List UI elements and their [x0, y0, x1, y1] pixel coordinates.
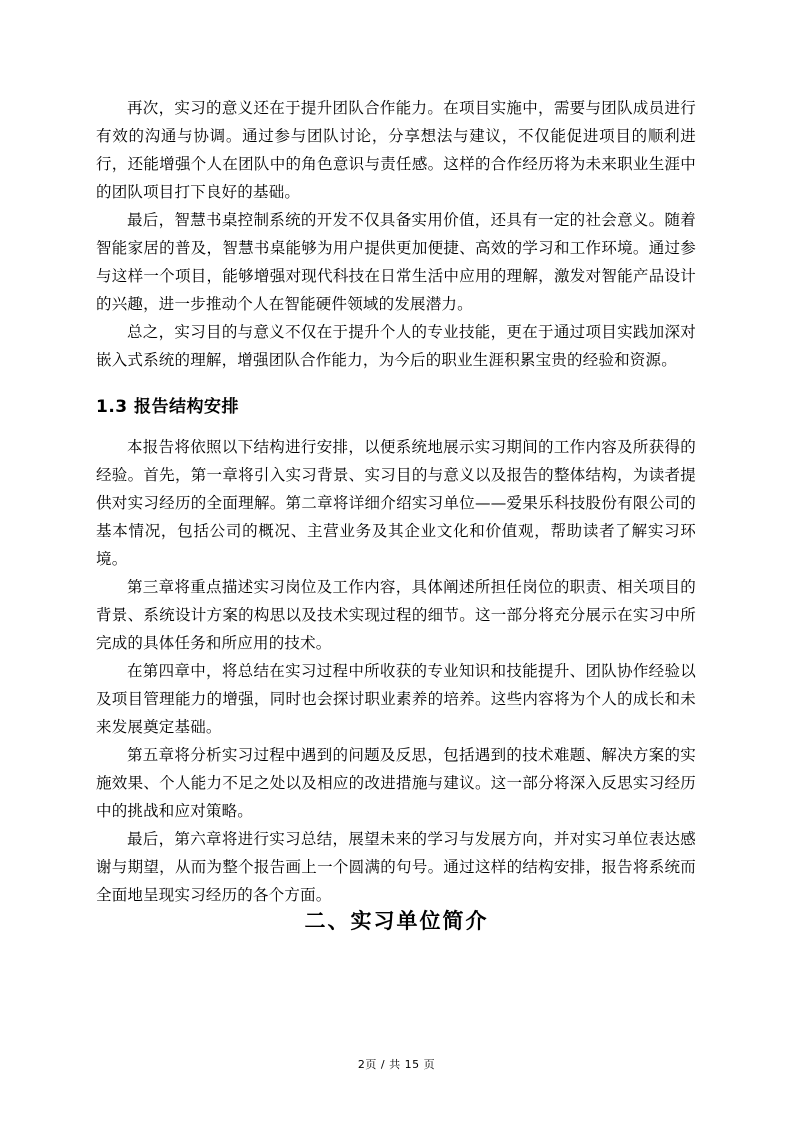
paragraph-teamwork: 再次，实习的意义还在于提升团队合作能力。在项目实施中，需要与团队成员进行有效的沟通与协调。通过参与团队讨论，分享想法与建议，不仅能促进项目的顺利进行，还能增强个人在团队中的角色意识与责任感。这样的合作经历将为未来职业生涯中的团队项目打下良好的基础。 — [96, 99, 696, 201]
intro-body — [96, 94, 696, 374]
paragraph-chapter-five: 第五章将分析实习过程中遇到的问题及反思，包括遇到的技术难题、解决方案的实施效果、个人能力不足之处以及相应的改进措施与建议。这一部分将深入反思实习经历中的挑战和应对策略。 — [96, 746, 696, 820]
paragraph-summary: 总之，实习目的与意义不仅在于提升个人的专业技能，更在于通过项目实践加深对嵌入式系统的理解，增强团队合作能力，为今后的职业生涯积累宝贵的经验和资源。 — [96, 323, 696, 369]
section-body — [96, 433, 696, 909]
page-number-footer: 2页 / 共 15 页 — [357, 1058, 436, 1071]
paragraph-chapter-four: 在第四章中，将总结在实习过程中所收获的专业知识和技能提升、团队协作经验以及项目管理能力的增强，同时也会探讨职业素养的培养。这些内容将为个人的成长和未来发展奠定基础。 — [96, 662, 696, 736]
paragraph-structure-overview: 本报告将依照以下结构进行安排，以便系统地展示实习期间的工作内容及所获得的经验。首先，第一章将引入实习背景、实习目的与意义以及报告的整体结构，为读者提供对实习经历的全面理解。第二章将详细介绍实习单位——爱果乐科技股份有限公司的基本情况，包括公司的概况、主营业务及其企业文化和价值观，帮助读者了解实习环境。 — [96, 438, 696, 568]
paragraph-chapter-six: 最后，第六章将进行实习总结，展望未来的学习与发展方向，并对实习单位表达感谢与期望，从而为整个报告画上一个圆满的句号。通过这样的结构安排，报告将系统而全面地呈现实习经历的各个方面。 — [96, 830, 696, 904]
section-heading: 1.3 报告结构安排 — [96, 397, 240, 417]
paragraph-chapter-three: 第三章将重点描述实习岗位及工作内容，具体阐述所担任岗位的职责、相关项目的背景、系统设计方案的构思以及技术实现过程的细节。这一部分将充分展示在实习中所完成的具体任务和所应用的技术。 — [96, 578, 696, 652]
paragraph-social-significance: 最后，智慧书桌控制系统的开发不仅具备实用价值，还具有一定的社会意义。随着智能家居的普及，智慧书桌能够为用户提供更加便捷、高效的学习和工作环境。通过参与这样一个项目，能够增强对现代科技在日常生活中应用的理解，激发对智能产品设计的兴趣，进一步推动个人在智能硬件领域的发展潜力。 — [96, 211, 696, 313]
chapter-heading: 二、实习单位简介 — [304, 909, 489, 933]
